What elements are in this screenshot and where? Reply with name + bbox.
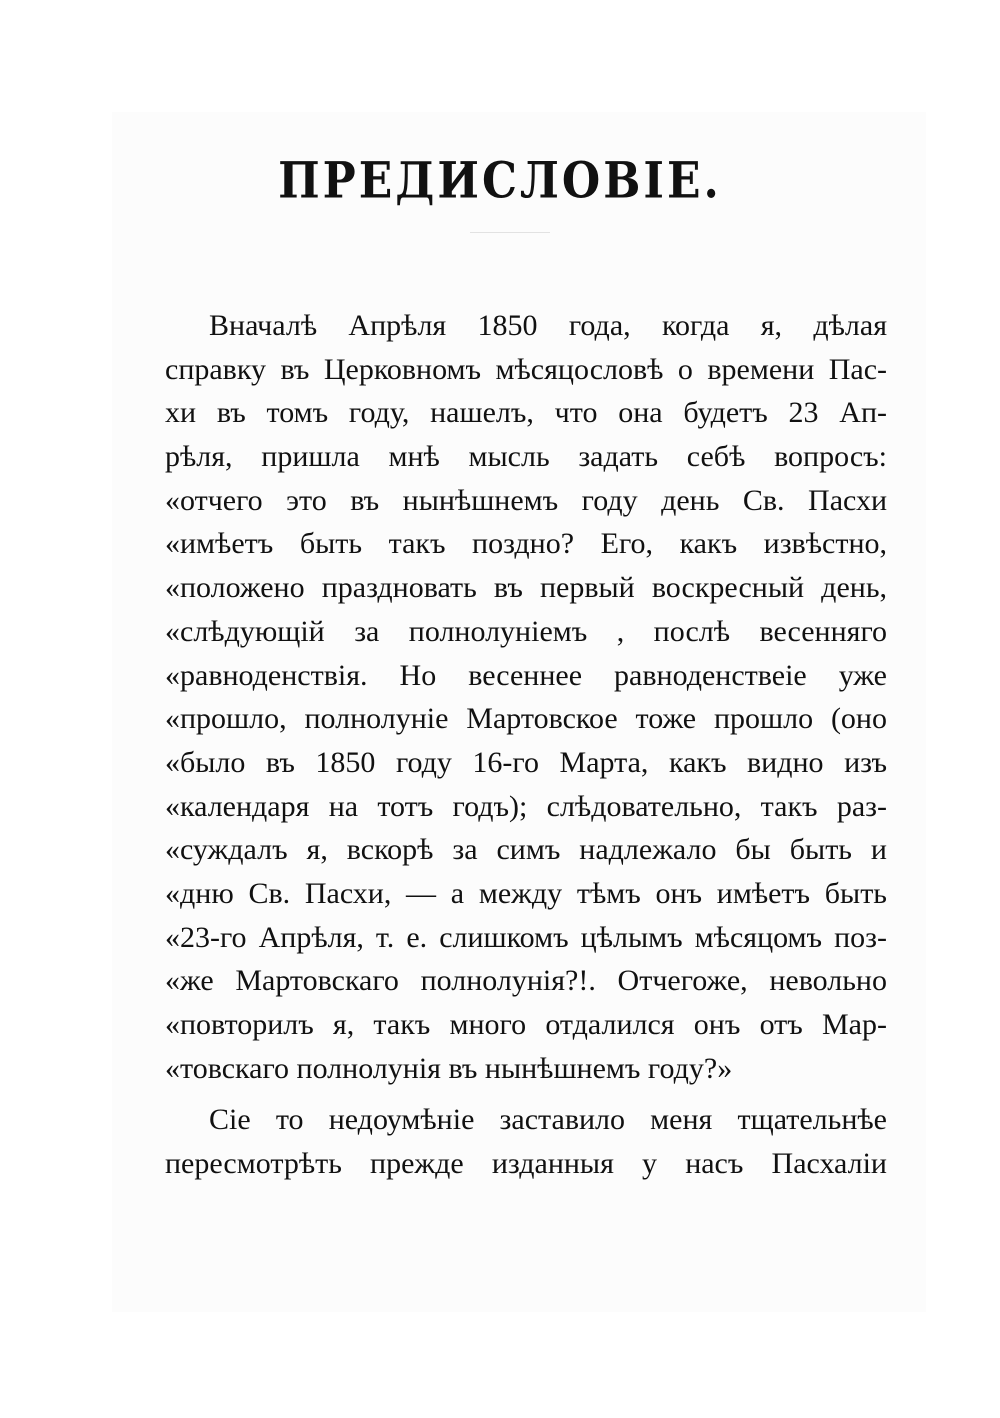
text-line: хи въ томъ году, нашелъ, что она будетъ 23 Ап- [165,396,887,430]
text-line: «повторилъ я, такъ много отдалился онъ отъ Мар- [165,1008,887,1041]
text-line: рѣля, пришла мнѣ мысль задать себѣ вопросъ: [165,440,887,474]
text-line: Вначалѣ Апрѣля 1850 года, когда я, дѣлая [209,309,887,342]
text-line: «суждалъ я, вскорѣ за симъ надлежало бы быть и [165,833,887,867]
text-line: справку въ Церковномъ мѣсяцословѣ о времени Пас- [165,352,887,386]
text-line: «слѣдующій за полнолуніемъ , послѣ весенняго [165,614,887,648]
text-line: пересмотрѣть прежде изданныя у насъ Пасхаліи [165,1147,887,1181]
paragraph-1 [165,304,887,1090]
body-text [165,304,887,1186]
title-divider [470,232,550,233]
page-title: ПРЕДИСЛОВІЕ. [278,152,722,210]
paragraph-gap [165,1090,887,1098]
text-line: «прошло, полнолуніе Мартовское тоже прошло (оно [165,702,887,736]
text-line: «имѣетъ быть такъ поздно? Его, какъ извѣстно, [165,527,887,561]
text-line: «отчего это въ нынѣшнемъ году день Св. Пасхи [165,483,887,517]
text-line: «23-го Апрѣля, т. е. слишкомъ цѣлымъ мѣсяцомъ поз- [165,920,887,954]
text-line: «положено праздновать въ первый воскресный день, [165,571,887,605]
text-line: «же Мартовскаго полнолунія?!. Отчегоже, невольно [165,964,887,998]
paragraph-2 [165,1098,887,1185]
text-line: «товскаго полнолунія въ нынѣшнемъ году?» [165,1051,733,1085]
text-line: «календаря на тотъ годъ); слѣдовательно, такъ раз- [165,789,887,823]
text-line: «было въ 1850 году 16-го Марта, какъ видно изъ [165,745,887,779]
text-line: «равноденствія. Но весеннее равноденствеіе уже [165,658,887,692]
text-line: «дню Св. Пасхи, — а между тѣмъ онъ имѣетъ быть [165,876,887,910]
text-line: Сіе то недоумѣніе заставило меня тщательнѣе [209,1103,887,1137]
